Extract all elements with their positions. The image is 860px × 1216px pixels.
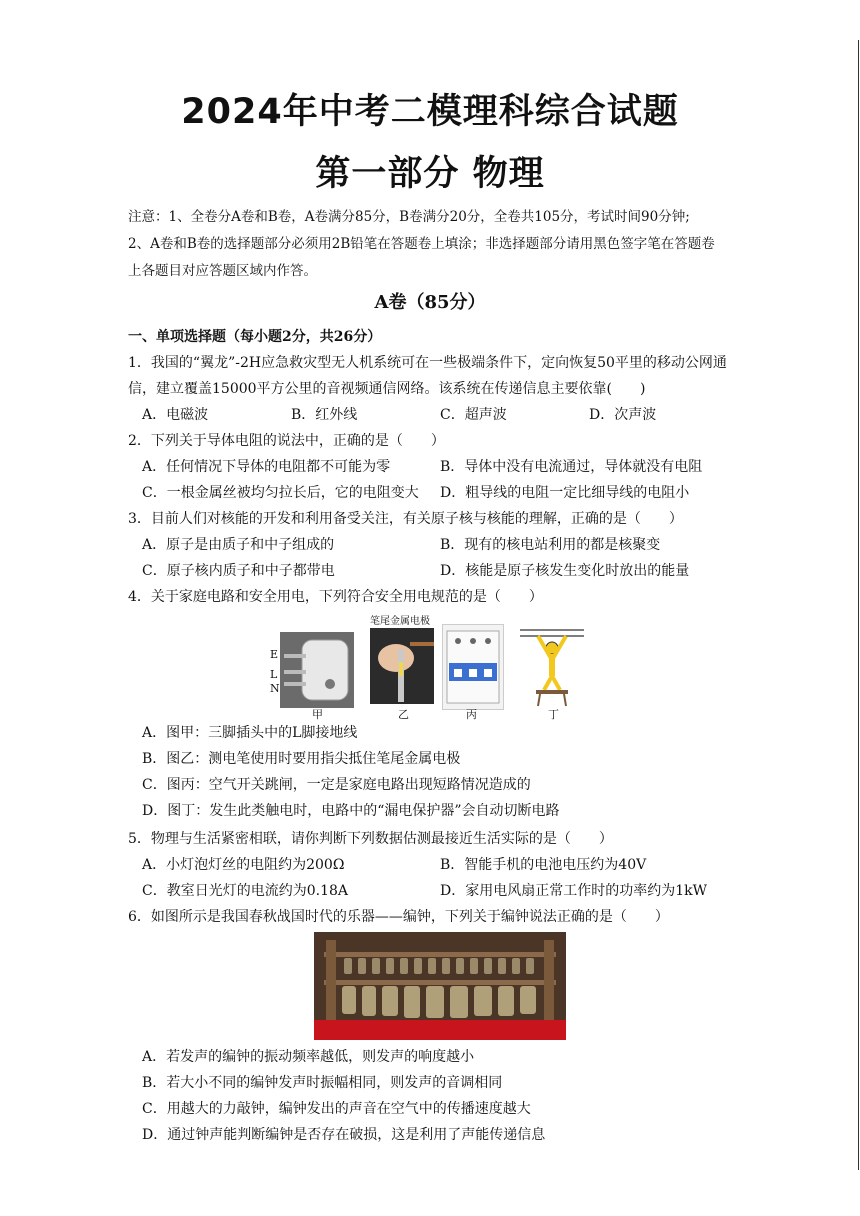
option-list <box>128 532 738 584</box>
section-title: 一、单项选择题（每小题2分，共26分） <box>128 329 382 345</box>
option-c: C．用越大的力敲钟，编钟发出的声音在空气中的传播速度越大 <box>142 1101 531 1117</box>
question-2 <box>128 428 738 506</box>
person-on-stool-icon <box>520 624 584 708</box>
option-d: D．次声波 <box>589 407 657 423</box>
question-6-options <box>128 1044 738 1148</box>
option-d: D．粗导线的电阻一定比细导线的电阻小 <box>440 485 690 501</box>
option-c: C．一根金属丝被均匀拉长后，它的电阻变大 <box>142 485 419 501</box>
option-a: A．任何情况下导体的电阻都不可能为零 <box>142 459 391 475</box>
plug-icon <box>280 632 354 708</box>
option-list <box>128 402 738 428</box>
option-b: B．若大小不同的编钟发声时振幅相同，则发声的音调相同 <box>142 1075 503 1091</box>
option-d: D．图丁：发生此类触电时，电路中的“漏电保护器”会自动切断电路 <box>142 803 560 819</box>
option-b: B．红外线 <box>291 407 358 423</box>
question-5 <box>128 826 738 904</box>
pen-electrode-label: 笔尾金属电极 <box>370 616 430 627</box>
option-c: C．超声波 <box>440 407 507 423</box>
option-list <box>128 720 738 824</box>
pin-label-n: N <box>270 682 280 695</box>
option-b: B．导体中没有电流通过，导体就没有电阻 <box>440 459 703 475</box>
question-3 <box>128 506 738 584</box>
question-stem: 3．目前人们对核能的开发和利用备受关注，有关原子核与核能的理解，正确的是（ ） <box>128 511 683 527</box>
exam-title: 2024年中考二模理科综合试题 <box>181 92 679 132</box>
test-pen-icon <box>370 628 434 704</box>
pin-label-e: E <box>270 648 279 661</box>
electric-shock-illustration <box>520 624 584 708</box>
option-c: C．原子核内质子和中子都带电 <box>142 563 335 579</box>
notice-block <box>128 204 748 285</box>
caption-bing: 丙 <box>466 708 477 721</box>
option-d: D．通过钟声能判断编钟是否存在破损，这是利用了声能传递信息 <box>142 1127 546 1143</box>
notice-line: 注意：1、全卷分A卷和B卷，A卷满分85分，B卷满分20分，全卷共105分，考试时间90分钟; <box>128 209 690 225</box>
question-stem: 4．关于家庭电路和安全用电，下列符合安全用电规范的是（ ） <box>128 589 543 605</box>
caption-jia: 甲 <box>312 708 323 721</box>
question-6 <box>128 904 738 930</box>
question-stem: 5．物理与生活紧密相联，请你判断下列数据估测最接近生活实际的是（ ） <box>128 831 613 847</box>
notice-line: 上各题目对应答题区域内作答。 <box>128 263 317 279</box>
option-a: A．图甲：三脚插头中的L脚接地线 <box>142 725 358 741</box>
figure-4 <box>270 610 600 720</box>
plug-photo <box>280 632 354 708</box>
question-stem: 2．下列关于导体电阻的说法中，正确的是（ ） <box>128 433 445 449</box>
question-4-options <box>128 720 738 824</box>
notice-line: 2、A卷和B卷的选择题部分必须用2B铅笔在答题卷上填涂；非选择题部分请用黑色签字笔在答题卷 <box>128 236 715 252</box>
option-a: A．小灯泡灯丝的电阻约为200Ω <box>142 857 345 873</box>
option-a: A．电磁波 <box>142 407 209 423</box>
option-list <box>128 454 738 506</box>
page-edge-rule <box>858 40 859 1170</box>
option-d: D．核能是原子核发生变化时放出的能量 <box>440 563 690 579</box>
question-4 <box>128 584 738 610</box>
air-switch-photo <box>442 624 504 710</box>
pin-label-l: L <box>270 668 278 681</box>
caption-yi: 乙 <box>398 708 409 721</box>
section-subtitle: 第一部分 物理 <box>315 154 545 194</box>
question-stem: 6．如图所示是我国春秋战国时代的乐器——编钟，下列关于编钟说法正确的是（ ） <box>128 909 669 925</box>
test-pen-photo <box>370 628 434 704</box>
option-a: A．原子是由质子和中子组成的 <box>142 537 335 553</box>
option-b: B．图乙：测电笔使用时要用指尖抵住笔尾金属电极 <box>142 751 461 767</box>
option-b: B．现有的核电站利用的都是核聚变 <box>440 537 661 553</box>
option-list <box>128 1044 738 1148</box>
option-d: D．家用电风扇正常工作时的功率约为1kW <box>440 883 708 899</box>
option-a: A．若发声的编钟的振动频率越低，则发声的响度越小 <box>142 1049 475 1065</box>
air-switch-icon <box>443 625 503 709</box>
volume-title: A卷（85分） <box>374 292 486 313</box>
caption-ding: 丁 <box>548 708 559 721</box>
option-c: C．图丙：空气开关跳闸，一定是家庭电路出现短路情况造成的 <box>142 777 531 793</box>
question-1 <box>128 350 738 428</box>
bianzhong-photo <box>314 932 566 1040</box>
option-c: C．教室日光灯的电流约为0.18A <box>142 883 348 899</box>
bianzhong-bells-icon <box>314 932 566 1040</box>
option-b: B．智能手机的电池电压约为40V <box>440 857 647 873</box>
option-list <box>128 852 738 904</box>
question-stem: 1．我国的“翼龙”-2H应急救灾型无人机系统可在一些极端条件下，定向恢复50平里的移动公网通信，建立覆盖15000平方公里的音视频通信网络。该系统在传递信息主要依靠( ) <box>128 355 727 397</box>
